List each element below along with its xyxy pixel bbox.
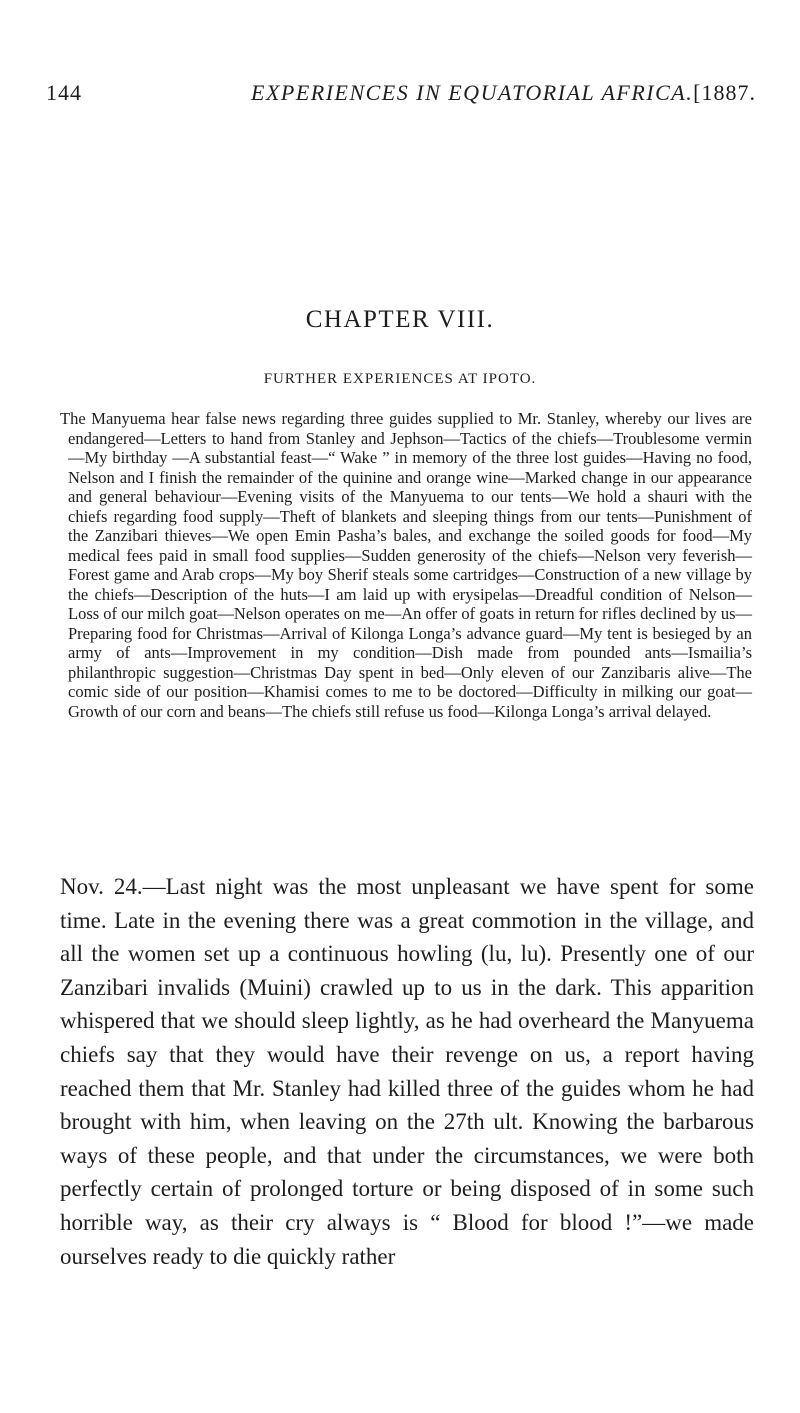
- running-year: [1887.: [693, 80, 756, 105]
- chapter-subtitle: FURTHER EXPERIENCES AT IPOTO.: [263, 371, 537, 387]
- page-number: 144: [46, 80, 82, 105]
- chapter-synopsis: The Manyuema hear false news regarding three guides supplied to Mr. Stanley, whereby our lives are endangered—Letters to hand from Stanley and Jephson—Tactics of the chiefs—Troublesome vermin—My birthday —A substantial feast—“ Wake ” in memory of the three lost guides—Having no food, Nelson and I finish the remainder of the quinine and orange wine—Marked change in our appearance and general behaviour—Evening visits of the Manyuema to our tents—We hold a shauri with the chiefs regarding food supply—Theft of blankets and sleeping things from our tents—Punishment of the Zanzibari thieves—We open Emin Pasha’s bales, and exchange the soiled goods for food—My medical fees paid in small food supplies—Sudden generosity of the chiefs—Nelson very feverish—Forest game and Arab crops—My boy Sherif steals some cartridges—Construction of a new village by the chiefs—Description of the huts—I am laid up with erysipelas—Dreadful condition of Nelson—Loss of our milch goat—Nelson operates on me—An offer of goats in return for rifles declined by us—Preparing food for Christmas—Arrival of Kilonga Longa’s advance guard—My tent is besieged by an army of ants—Improvement in my condition—Dish made from pounded ants—Ismailia’s philanthropic suggestion—Christmas Day spent in bed—Only eleven of our Zanzibaris alive—The comic side of our position—Khamisi comes to me to be doctored—Difficulty in milking our goat—Growth of our corn and beans—The chiefs still refuse us food—Kilonga Longa’s arrival delayed.: [60, 409, 752, 721]
- running-head: [46, 80, 756, 110]
- diary-entry: [60, 870, 754, 1273]
- entry-text: —Last night was the most unpleasant we have spent for some time. Late in the evening there was a great commotion in the village, and all the women set up a continuous howling (lu, lu). Presently one of our Zanzibari invalids (Muini) crawled up to us in the dark. This apparition whispered that we should sleep lightly, as he had overheard the Manyuema chiefs say that they would have their revenge on us, a report having reached them that Mr. Stanley had killed three of the guides whom he had brought with him, when leaving on the 27th ult. Knowing the barbarous ways of these people, and that under the circumstances, we were both perfectly certain of prolonged torture or being disposed of in some such horrible way, as their cry always is “ Blood for blood !”—we made ourselves ready to die quickly rather: [60, 874, 754, 1269]
- entry-date: Nov. 24.: [60, 874, 143, 899]
- chapter-heading: CHAPTER VIII.: [305, 306, 495, 333]
- running-title: EXPERIENCES IN EQUATORIAL AFRICA.: [251, 80, 694, 105]
